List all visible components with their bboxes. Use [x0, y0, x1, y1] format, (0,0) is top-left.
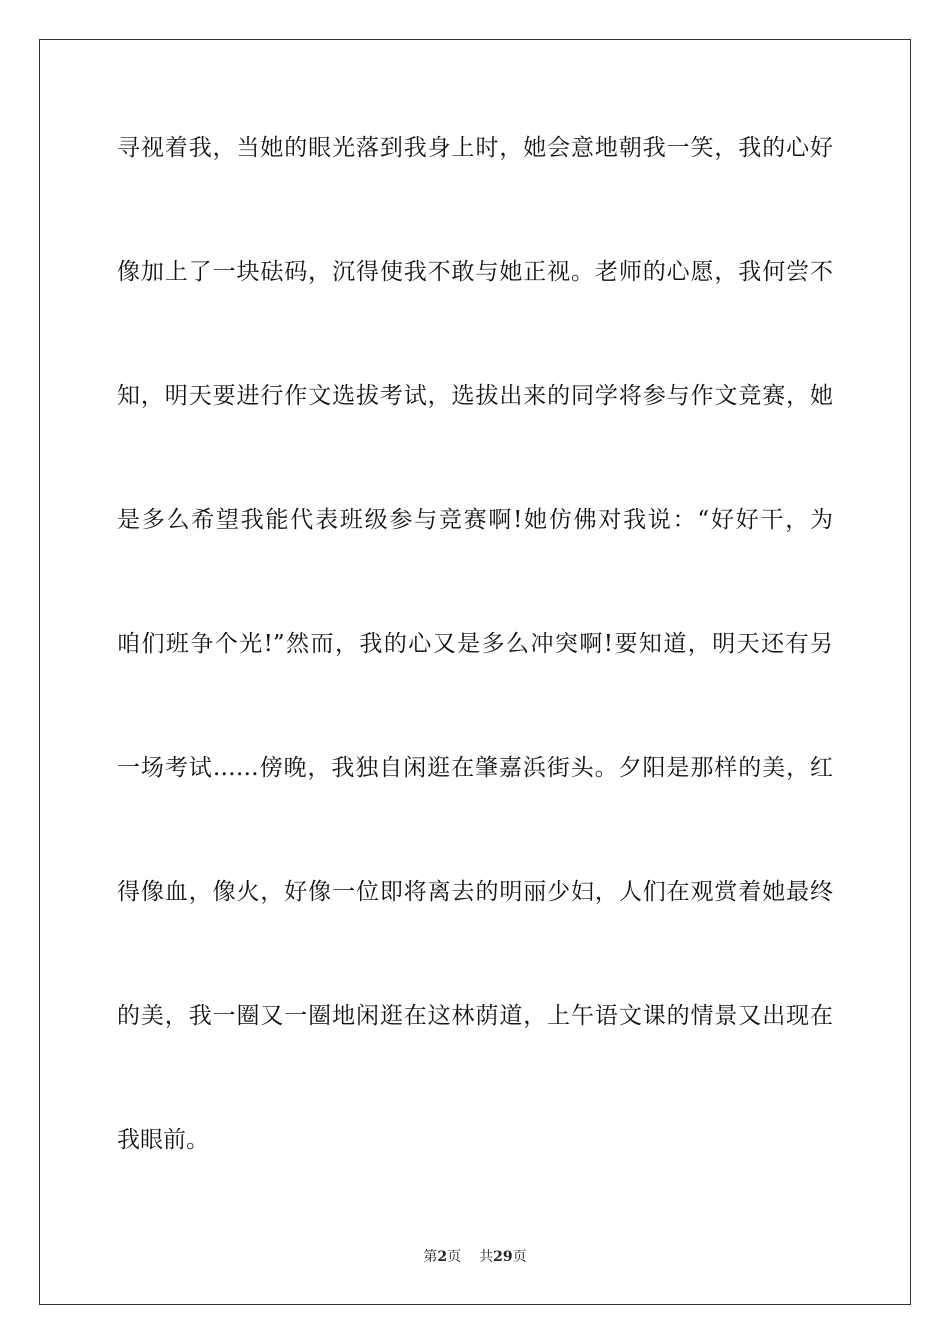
total-suffix: 页 [512, 1249, 527, 1265]
page-frame [39, 39, 911, 1305]
page-number: 2 [437, 1249, 448, 1265]
text-line: 寻视着我，当她的眼光落到我身上时，她会意地朝我一笑，我的心好 [117, 135, 833, 161]
page-suffix: 页 [447, 1249, 462, 1265]
text-line: 的美，我一圈又一圈地闲逛在这林荫道，上午语文课的情景又出现在 [117, 1003, 833, 1029]
text-line: 一场考试……傍晚，我独自闲逛在肇嘉浜街头。夕阳是那样的美，红 [117, 755, 833, 781]
text-line: 我眼前。 [117, 1127, 209, 1153]
text-line: 像加上了一块砝码，沉得使我不敢与她正视。老师的心愿，我何尝不 [117, 259, 833, 285]
text-line: 知，明天要进行作文选拔考试，选拔出来的同学将参与作文竞赛，她 [117, 383, 833, 409]
page-footer [0, 1247, 950, 1267]
total-prefix: 共 [479, 1249, 494, 1265]
page-prefix: 第 [423, 1249, 438, 1265]
text-line: 是多么希望我能代表班级参与竞赛啊!她仿佛对我说：“好好干，为 [117, 507, 833, 533]
text-line: 得像血，像火，好像一位即将离去的明丽少妇，人们在观赏着她最终 [117, 879, 833, 905]
total-pages: 29 [493, 1249, 513, 1265]
text-line: 咱们班争个光!”然而，我的心又是多么冲突啊!要知道，明天还有另 [117, 631, 833, 657]
